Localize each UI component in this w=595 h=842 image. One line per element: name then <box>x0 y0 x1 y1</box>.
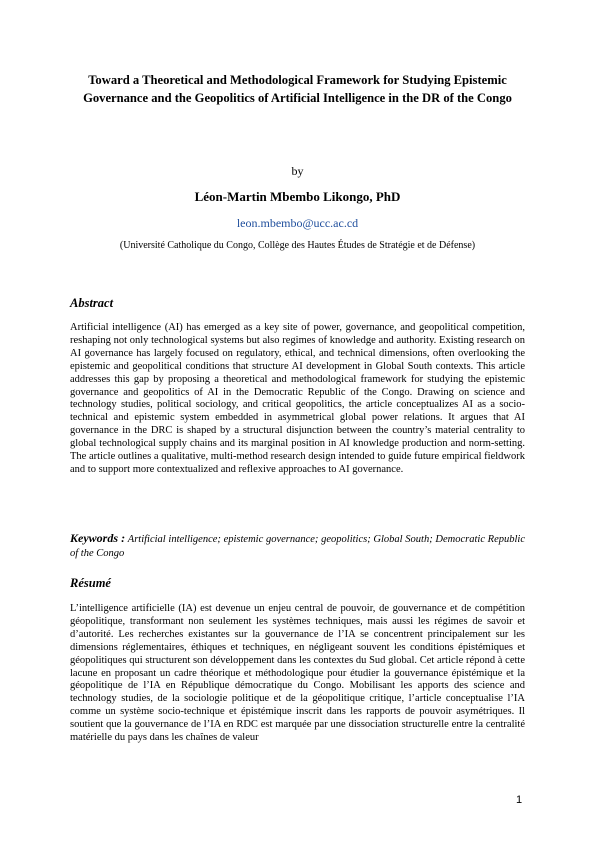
keywords-text: Artificial intelligence; epistemic governance; geopolitics; Global South; Democratic Republic of the Congo <box>70 534 526 559</box>
keywords-label: Keywords : <box>70 531 126 545</box>
author-name: Léon-Martin Mbembo Likongo, PhD <box>194 189 401 204</box>
author-affiliation: (Université Catholique du Congo, Collège des Hautes Études de Stratégie et de Défense) <box>119 240 476 251</box>
abstract-heading: Abstract <box>70 296 114 310</box>
page-number: 1 <box>516 794 523 806</box>
paper-title: Toward a Theoretical and Methodological Framework for Studying Epistemic Governance and the Geopolitics of Artificial Intelligence in the DR of the Congo <box>83 73 512 105</box>
author-email-link[interactable]: leon.mbembo@ucc.ac.cd <box>236 216 359 230</box>
abstract-text: Artificial intelligence (AI) has emerged as a key site of power, governance, and geopolitical competition, reshaping not only technological systems but also regimes of knowledge and authority. Existing research on AI governance has largely focused on regulatory, ethical, and technical dimensions, often overlooking the epistemic and geopolitical conditions that structure AI development in Global South contexts. This article addresses this gap by proposing a theoretical and methodological framework for studying the epistemic governance and geopolitics of AI in the Democratic Republic of the Congo. Drawing on science and technology studies, political sociology, and critical geopolitics, the article conceptualizes AI as a socio-technical and epistemic system embedded in asymmetrical global power relations. It argues that AI governance in the DRC is shaped by a structural disjunction between the country’s material centrality to global technological supply chains and its marginal position in AI knowledge production and norm-setting. The article outlines a qualitative, multi-method research design intended to guide future empirical fieldwork and to support more contextualized and reflexive approaches to AI governance. <box>70 322 525 475</box>
resume-heading: Résumé <box>70 576 111 590</box>
keywords-block <box>70 532 525 560</box>
resume-text: L’intelligence artificielle (IA) est devenue un enjeu central de pouvoir, de gouvernance et de compétition géopolitique, transformant non seulement les systèmes techniques, mais aussi les régimes de savoir et d’autorité. Les recherches existantes sur la gouvernance de l’IA se concentrent principalement sur les dimensions réglementaires, éthiques et techniques, en négligeant souvent les conditions épistémiques et géopolitiques qui structurent son développement dans les contextes du Sud global. Cet article répond à cette lacune en proposant un cadre théorique et méthodologique pour étudier la gouvernance épistémique et la géopolitique de l’IA en République démocratique du Congo. Mobilisant les apports des science and technology studies, de la sociologie politique et de la géopolitique critique, l’article conceptualise l’IA comme un système socio-technique et épistémique inscrit dans les rapports de pouvoir asymétriques. Il soutient que la gouvernance de l’IA en RDC est marquée par une dissociation structurelle entre la centralité matérielle du pays dans les chaînes de valeur <box>70 603 525 744</box>
byline-by: by <box>291 164 304 178</box>
